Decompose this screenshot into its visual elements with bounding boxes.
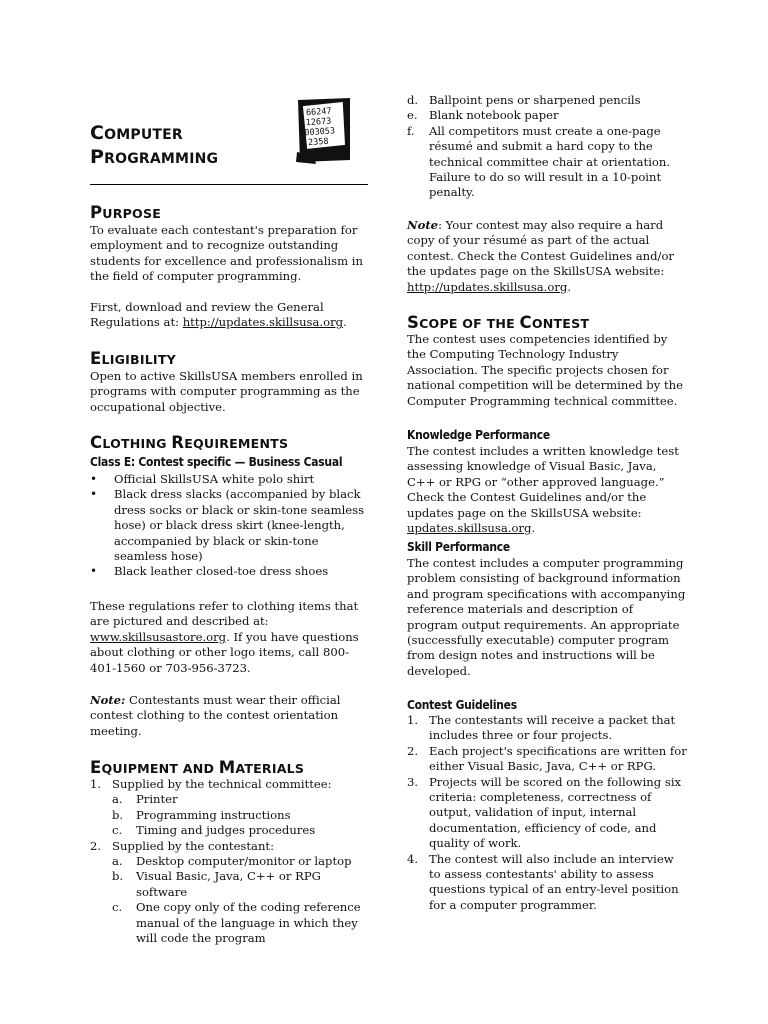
note-label: Note: [90,693,126,707]
page-title-line-1 [90,122,183,144]
item-text: Each project's specifications are written for either Visual Basic, Java, C++ or RPG. [429,743,687,774]
item-letter: e. [407,108,418,123]
knowledge-body: The contest includes a written knowledge test assessing knowledge of Visual Basic, Java, C++ or RPG or “other approved language.” Check the Contest Guidelines and/or the updates page on the SkillsUSA website: [407,444,679,520]
item-letter: a. [112,792,123,807]
item-text: Visual Basic, Java, C++ or RPG software [136,869,321,899]
knowledge-heading: Knowledge Performance [407,427,550,442]
list-item [90,792,368,807]
knowledge-suffix: . [531,521,536,536]
item-text: The contestants will receive a packet that includes three or four projects. [429,713,676,743]
equipment-heading: EQUIPMENT AND MATERIALS [90,758,305,777]
item-text: Supplied by the contestant: [112,838,274,853]
download-prefix: First, download and review the General Regulations at: [90,300,324,330]
regs-suffix: . If you have questions about clothing or other logo items, call 800-401-1560 or 703-956-3723. [90,629,359,675]
list-item: • Black leather closed-toe dress shoes [90,564,368,579]
item-text: Supplied by the technical committee: [112,777,332,791]
list-item [407,744,687,775]
item-text: All competitors must create a one-page résumé and submit a hard copy to the technical committee chair at orientation. Failure to do so will result in a 10-point penalty. [429,123,671,200]
item-letter: c. [112,823,123,838]
scope-heading: SCOPE OF THE CONTEST [407,313,590,332]
item-number: 1. [407,713,419,727]
clothing-regulations-text [90,599,368,676]
item-letter: f. [407,123,415,138]
clothing-note [90,693,368,739]
equipment-list [90,777,368,946]
list-item [90,854,368,869]
item-letter: a. [112,854,123,869]
item-letter: b. [112,807,124,822]
title-divider [90,184,368,185]
list-item [407,93,687,108]
clothing-heading: CLOTHING REQUIREMENTS [90,433,289,452]
logo-number: 12673 [305,116,332,129]
page-title-line-2 [90,146,218,168]
item-text: Printer [136,792,178,807]
note-text: : Your contest may also require a hard copy of your résumé as part of the actual contest. Check the Contest Guidelines and/or the updates page on the SkillsUSA website: [407,218,674,279]
skill-text: The contest includes a computer programming problem consisting of background information and program specifications with accompanying reference materials and description of program output requirements. An appropriate (successfully executable) computer program from design notes and instructions will be developed. [407,556,686,678]
title-cap: P [90,146,105,168]
knowledge-link[interactable]: updates.skillsusa.org [407,521,532,536]
skill-heading: Skill Performance [407,539,510,554]
item-text: Blank notebook paper [429,108,559,123]
computer-numbers-icon [294,96,354,166]
clothing-list [90,472,368,580]
note-suffix: . [567,279,571,294]
knowledge-text [407,444,687,536]
list-item [90,777,368,792]
item-text: The contest will also include an interview to assess contestants' ability to assess questions typical of an entry-level position for a computer programmer. [429,851,679,912]
title-rest: ROGRAMMING [104,151,219,167]
scope-text: The contest uses competencies identified by the Computing Technology Industry Association. The specific projects chosen for national competition will be determined by the Computer Programming technical committee. [407,332,683,408]
list-item [90,808,368,823]
list-item: • Official SkillsUSA white polo shirt [90,472,368,487]
guidelines-list [407,713,687,913]
title-rest: OMPUTER [104,127,183,143]
item-letter: b. [112,869,124,884]
download-suffix: . [343,315,347,330]
equipment-continued-list [407,93,687,201]
eligibility-heading: ELIGIBILITY [90,349,176,368]
item-number: 3. [407,774,419,789]
list-item [90,839,368,854]
regs-prefix: These regulations refer to clothing items that are pictured and described at: [90,599,359,629]
item-number: 2. [407,743,419,758]
item-text: One copy only of the coding reference manual of the language in which they will code the program [136,900,361,946]
item-text: Projects will be scored on the following six criteria: completeness, correctness of output, validation of input, internal documentation, efficiency of code, and quality of work. [429,774,682,851]
purpose-heading: PURPOSE [90,203,162,222]
list-item [407,124,687,201]
item-letter: d. [407,93,419,107]
item-number: 4. [407,851,419,866]
regulations-link[interactable]: http://updates.skillsusa.org [182,315,344,330]
list-item [90,869,368,900]
logo-number: 2358 [307,136,329,149]
list-item [90,854,368,946]
item-text: Desktop computer/monitor or laptop [136,854,352,869]
item-letter: c. [112,900,123,915]
list-item [407,108,687,123]
list-item [90,900,368,946]
note-text: Contestants must wear their official contest clothing to the contest orientation meeting. [90,693,341,738]
list-item: • Black dress slacks (accompanied by black dress socks or black or skin-tone seamless hose) or black dress skirt (knee-length, accompanied by black or skin-tone seamless hose) [90,487,368,564]
list-item [407,713,687,744]
list-item [90,823,368,838]
purpose-download-text [90,300,368,331]
title-cap: C [90,122,105,144]
guidelines-heading: Contest Guidelines [407,697,517,712]
store-link[interactable]: www.skillsusastore.org [90,629,227,644]
updates-link[interactable]: http://updates.skillsusa.org [407,279,568,294]
resume-note [407,218,687,295]
eligibility-text: Open to active SkillsUSA members enrolled in programs with computer programming as the occupational objective. [90,369,363,414]
item-text: Programming instructions [136,807,291,822]
item-number: 1. [90,777,102,791]
list-item [407,852,687,914]
purpose-text: To evaluate each contestant's preparation for employment and to recognize outstanding students for excellence and professionalism in the field of computer programming. [90,223,363,284]
note-label: Note [407,218,439,232]
logo-number: 003053 [304,126,336,139]
list-item [90,792,368,838]
clothing-subheading: Class E: Contest specific — Business Casual [90,454,343,469]
item-text: Ballpoint pens or sharpened pencils [429,93,641,107]
item-number: 2. [90,838,102,853]
item-text: Timing and judges procedures [136,823,316,838]
logo-number: 66247 [305,106,332,119]
list-item [407,775,687,852]
